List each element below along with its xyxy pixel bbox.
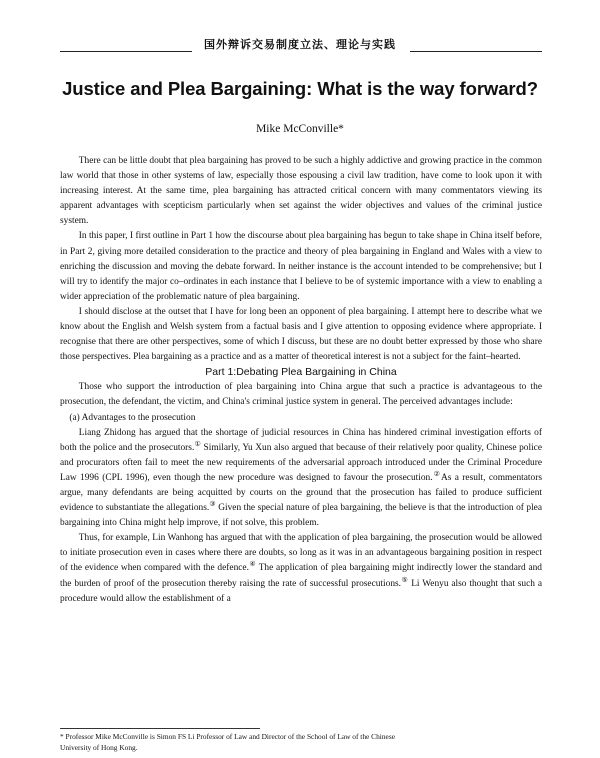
article-title: Justice and Plea Bargaining: What is the way forward? (62, 78, 538, 99)
paragraph-lin (60, 531, 542, 606)
paragraph-liang-part-1: Liang Zhidong has argued that the shortage of judicial resources in China has hindered criminal investigation efforts of both the police and the prosecutors. (60, 427, 542, 453)
paragraph-lin-part-1: Thus, for example, Lin Wanhong has argued that with the application of plea bargaining, the prosecution would be allowed to initiate prosecution even in cases where there are doubts, so long as it was in an advantageous bargaining position in respect of the evidence when compared with the defence. (60, 533, 542, 574)
footnote-line-1: * Professor Mike McConville is Simon FS Li Professor of Law and Director of the School of Law of the Chinese (60, 732, 395, 741)
paragraph-intro: There can be little doubt that plea bargaining has proved to be such a highly addictive and growing practice in the common law world that those in other systems of law, especially those espousing a civil law tradition, have come to look upon it with increasing interest. At the same time, plea bargaining has attracted critical concern with many commentators viewing its apparent advantages with scepticism particularly when set against the wider objectives and values of the criminal justice system. (60, 156, 542, 227)
paragraph-section-intro: Those who support the introduction of plea bargaining into China argue that such a practice is advantageous to the prosecution, the defendant, the victim, and China's criminal justice system in general. The perceived advantages include: (60, 382, 542, 408)
section-heading: Part 1:Debating Plea Bargaining in China (205, 366, 397, 379)
header-rule-left (60, 51, 192, 52)
footnote-rule (60, 728, 260, 729)
paragraph-lin-part-2: The application of plea bargaining might indirectly lower the standard and the burden of proof of the prosecution thereby raising the rate of successful prosecutions. (60, 563, 542, 589)
paragraph-outline: In this paper, I first outline in Part 1 how the discourse about plea bargaining has begun to take shape in China itself before, in Part 2, giving more detailed consideration to the practice and theory of plea bargaining in England and Wales with a view to enriching the discussion and moving the debate forward. In neither instance is the account intended to be comprehensive; but I will try to identify the major co–ordinates in each instance that I believe to be of systemic importance with a view to enabling a wider appreciation of the problematic nature of plea bargaining. (60, 231, 542, 302)
endnote-marker-2: ② (432, 469, 441, 478)
paragraph-liang-part-2: Similarly, Yu Xun also argued that because of their relatively poor quality, Chinese police and procurators often fail to meet the new requirements of the adversarial approach introduced under the Criminal Procedure Law 1996 (CPL 1996), even though the new procedure was designed to favour the prosecution. (60, 442, 543, 483)
author-footnote (60, 731, 542, 753)
paragraph-lin-part-3: Li Wenyu also thought that such a procedure would allow the establishment of a (60, 578, 542, 604)
endnote-marker-4: ④ (248, 560, 257, 569)
paragraph-disclosure: I should disclose at the outset that I have for long been an opponent of plea bargaining. I attempt here to describe what we know about the English and Welsh system from a factual basis and I give attention to opposing evidence where appropriate. I recognise that there are other perspectives, some of which I discuss, but these are no doubt better expressed by those who share those perspectives. Plea bargaining as a practice and as a matter of theoretical interest is not a subject for the faint–hearted. (60, 306, 542, 363)
subheading: (a) Advantages to the prosecution (69, 412, 196, 423)
article-author: Mike McConville* (256, 123, 344, 135)
footnote-line-2: University of Hong Kong. (60, 743, 138, 752)
header-rule-right (410, 51, 542, 52)
running-header: 国外辩诉交易制度立法、理论与实践 (204, 38, 396, 51)
endnote-marker-3: ③ (209, 499, 216, 508)
endnote-marker-1: ① (194, 439, 201, 448)
endnote-marker-5: ⑤ (401, 575, 409, 584)
paragraph-liang-part-4: Given the special nature of plea bargaining, the believe is that the introduction of plea bargaining into China might help improve, if not solve, this problem. (60, 503, 543, 529)
paragraph-liang (60, 426, 542, 532)
paragraph-liang-part-3: As a result, commentators argue, many defendants are being acquitted by courts on the ground that the prosecution has failed to produce sufficient evidence to substantiate the allegations. (60, 472, 542, 514)
article-body (60, 154, 542, 607)
